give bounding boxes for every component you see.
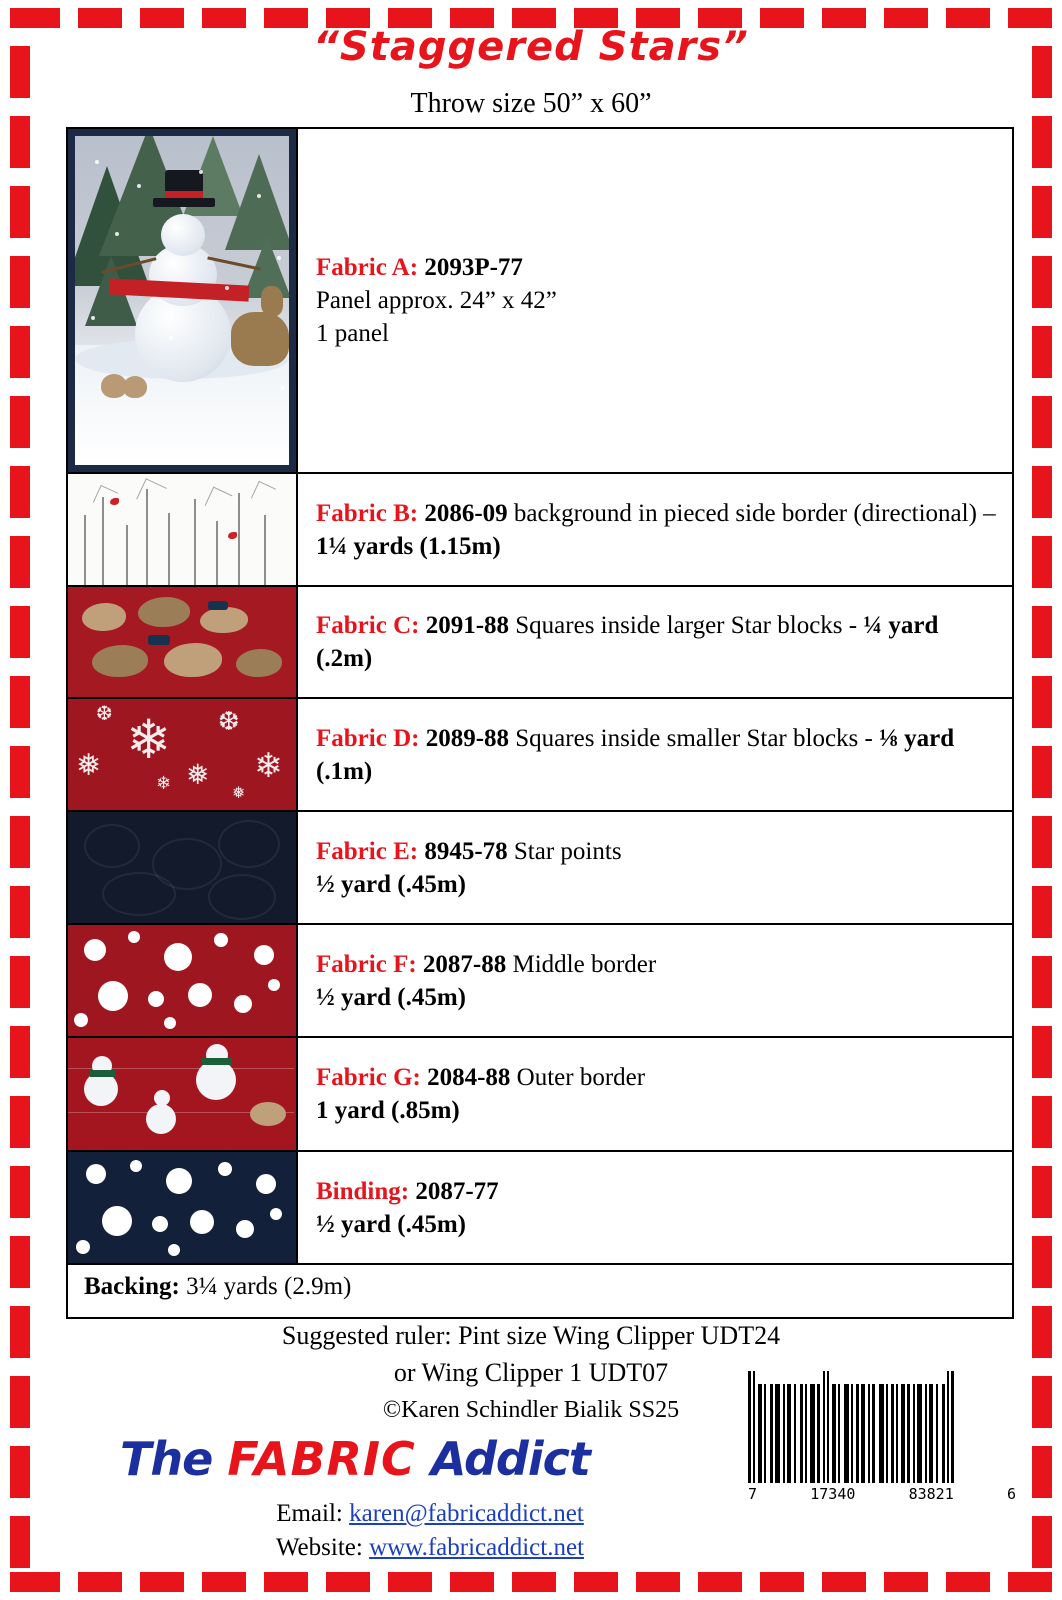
frame-dash: [10, 466, 30, 518]
email-link[interactable]: karen@fabricaddict.net: [349, 1500, 584, 1527]
frame-dash: [1032, 536, 1052, 588]
frame-dash: [1032, 466, 1052, 518]
frame-dash: [512, 1572, 556, 1592]
table-row: [68, 925, 1012, 1038]
fabric-d-label: Fabric D:: [316, 724, 420, 752]
frame-dash: [10, 326, 30, 378]
website-link[interactable]: www.fabricaddict.net: [369, 1533, 585, 1561]
frame-dash: [202, 1572, 246, 1592]
fabric-b-description: [298, 474, 1012, 585]
fabric-g-sku: 2084-88: [427, 1064, 511, 1091]
frame-dash: [10, 1516, 30, 1568]
frame-dash: [10, 816, 30, 868]
binding-label: Binding:: [316, 1177, 410, 1205]
table-row: [68, 1038, 1012, 1152]
email-line: [150, 1497, 710, 1531]
fabric-d-desc: Squares inside smaller Star blocks -: [509, 724, 880, 752]
frame-dash: [10, 956, 30, 1008]
fabric-a-label: Fabric A:: [316, 254, 419, 281]
navy-dots-swatch: [68, 1152, 298, 1263]
fabric-c-sku: 2091-88: [425, 612, 510, 639]
frame-dash: [1032, 326, 1052, 378]
frame-dash: [10, 256, 30, 308]
frame-dash: [450, 1572, 494, 1592]
fabric-a-sku: 2093P-77: [424, 254, 523, 281]
fabric-f-label: Fabric F:: [316, 950, 417, 978]
fabric-requirements-table: [66, 127, 1014, 1319]
frame-dash: [1032, 816, 1052, 868]
brand-logo: [120, 1432, 640, 1492]
fabric-d-description: [298, 699, 1012, 810]
frame-dash: [1008, 1572, 1052, 1592]
logo-the: The: [120, 1432, 213, 1486]
frame-dash: [10, 606, 30, 658]
frame-dash: [264, 1572, 308, 1592]
frame-dash: [1032, 186, 1052, 238]
fabric-g-amount: 1 yard (.85m): [316, 1097, 460, 1124]
binding-description: [298, 1152, 1012, 1263]
barcode-group-2: 83821: [908, 1485, 954, 1503]
fabric-f-desc: Middle border: [506, 950, 657, 978]
barcode-left-digit: 7: [748, 1485, 758, 1503]
fabric-g-description: [298, 1038, 1012, 1150]
fabric-a-desc-line1: Panel approx. 24” x 42”: [316, 287, 557, 314]
fabric-c-description: [298, 587, 1012, 697]
fabric-g-label: Fabric G:: [316, 1064, 421, 1091]
barcode-bars: [748, 1371, 1016, 1483]
table-row: [68, 812, 1012, 925]
table-row: [68, 587, 1012, 699]
copyright-credit: ©Karen Schindler Bialik SS25: [382, 1397, 680, 1423]
frame-dash: [10, 676, 30, 728]
barcode-right-digit: 6: [1006, 1485, 1016, 1503]
frame-dash: [388, 1572, 432, 1592]
frame-dash: [760, 1572, 804, 1592]
email-label: Email:: [276, 1500, 350, 1527]
contact-block: [150, 1497, 710, 1565]
frame-dash: [1032, 956, 1052, 1008]
fabric-e-sku: 8945-78: [424, 837, 508, 865]
frame-dash: [326, 1572, 370, 1592]
fabric-c-desc: Squares inside larger Star blocks -: [509, 612, 864, 639]
red-bunnies-swatch: [68, 587, 298, 697]
backing-description: [68, 1265, 351, 1317]
frame-dash: [1032, 1446, 1052, 1498]
frame-dash: [1032, 1516, 1052, 1568]
frame-dash: [1032, 396, 1052, 448]
frame-dash: [1032, 1096, 1052, 1148]
fabric-b-label: Fabric B:: [316, 499, 419, 527]
fabric-e-label: Fabric E:: [316, 837, 419, 865]
website-label: Website:: [275, 1533, 370, 1561]
frame-dash: [1032, 1026, 1052, 1078]
binding-amount: ½ yard (.45m): [316, 1210, 466, 1238]
frame-dash: [10, 536, 30, 588]
fabric-e-description: [298, 812, 1012, 923]
table-row: [68, 129, 1012, 474]
frame-dash: [78, 1572, 122, 1592]
frame-dash: [10, 1446, 30, 1498]
frame-dash: [10, 1572, 60, 1592]
navy-swirl-swatch: [68, 812, 298, 923]
frame-dash: [1032, 116, 1052, 168]
page-title: “Staggered Stars”: [313, 24, 749, 70]
fabric-g-desc: Outer border: [510, 1064, 646, 1091]
frame-dash: [574, 1572, 618, 1592]
fabric-c-amount: ¼ yard (.2m): [316, 612, 939, 672]
frame-dash: [10, 1166, 30, 1218]
frame-dash: [1032, 676, 1052, 728]
barcode-group-1: 17340: [810, 1485, 856, 1503]
frame-dash: [10, 186, 30, 238]
fabric-a-desc-line2: 1 panel: [316, 320, 389, 347]
backing-value: 3¼ yards (2.9m): [179, 1273, 352, 1300]
fabric-f-sku: 2087-88: [422, 950, 507, 978]
table-row: [68, 1152, 1012, 1265]
frame-dash: [946, 1572, 990, 1592]
suggested-ruler-line-1: Suggested ruler: Pint size Wing Clipper UDT24: [281, 1321, 781, 1350]
frame-dash: [10, 1026, 30, 1078]
fabric-b-sku: 2086-09: [424, 499, 508, 527]
frame-dash: [10, 396, 30, 448]
frame-dash: [1032, 1236, 1052, 1288]
frame-dash: [1032, 606, 1052, 658]
frame-dash: [10, 1096, 30, 1148]
frame-dash: [140, 1572, 184, 1592]
frame-dash: [822, 1572, 866, 1592]
table-row: [68, 699, 1012, 812]
fabric-e-amount: ½ yard (.45m): [316, 870, 466, 898]
backing-label: Backing:: [84, 1273, 180, 1300]
fabric-a-description: [298, 129, 1012, 472]
frame-dash: [10, 746, 30, 798]
frame-dash: [10, 1236, 30, 1288]
backing-row: [68, 1265, 1012, 1317]
frame-dash: [884, 1572, 928, 1592]
fabric-c-label: Fabric C:: [316, 612, 420, 639]
winter-trees-swatch: [68, 474, 298, 585]
frame-dash: [1032, 1166, 1052, 1218]
frame-dash: [10, 886, 30, 938]
logo-addict: Addict: [430, 1432, 590, 1486]
page-subtitle: Throw size 50” x 60”: [410, 88, 652, 119]
binding-sku: 2087-77: [415, 1177, 499, 1205]
fabric-b-amount: 1¼ yards (1.15m): [316, 532, 501, 560]
frame-dash: [636, 1572, 680, 1592]
frame-dash: [10, 116, 30, 168]
fabric-e-desc: Star points: [507, 837, 622, 865]
barcode-digits: [748, 1483, 1016, 1503]
snowman-panel-swatch: [68, 129, 298, 472]
frame-dash: [1032, 746, 1052, 798]
frame-dash: [698, 1572, 742, 1592]
fabric-f-amount: ½ yard (.45m): [316, 983, 466, 1011]
red-dots-swatch: [68, 925, 298, 1036]
red-snowmen-swatch: [68, 1038, 298, 1150]
red-snowflake-swatch: ❄ ❅ ❆ ❄ ❅ ❆ ❄ ❅: [68, 699, 298, 810]
fabric-d-amount: ⅛ yard (.1m): [316, 724, 955, 785]
logo-fabric: FABRIC: [227, 1432, 416, 1486]
frame-dash: [1032, 256, 1052, 308]
barcode: [748, 1371, 1016, 1503]
fabric-d-sku: 2089-88: [425, 724, 510, 752]
frame-dash: [1032, 886, 1052, 938]
fabric-b-desc: background in pieced side border (directional) –: [507, 499, 996, 527]
suggested-ruler-line-2: or Wing Clipper 1 UDT07: [393, 1358, 669, 1387]
table-row: [68, 474, 1012, 587]
fabric-f-description: [298, 925, 1012, 1036]
website-line: [150, 1531, 710, 1565]
